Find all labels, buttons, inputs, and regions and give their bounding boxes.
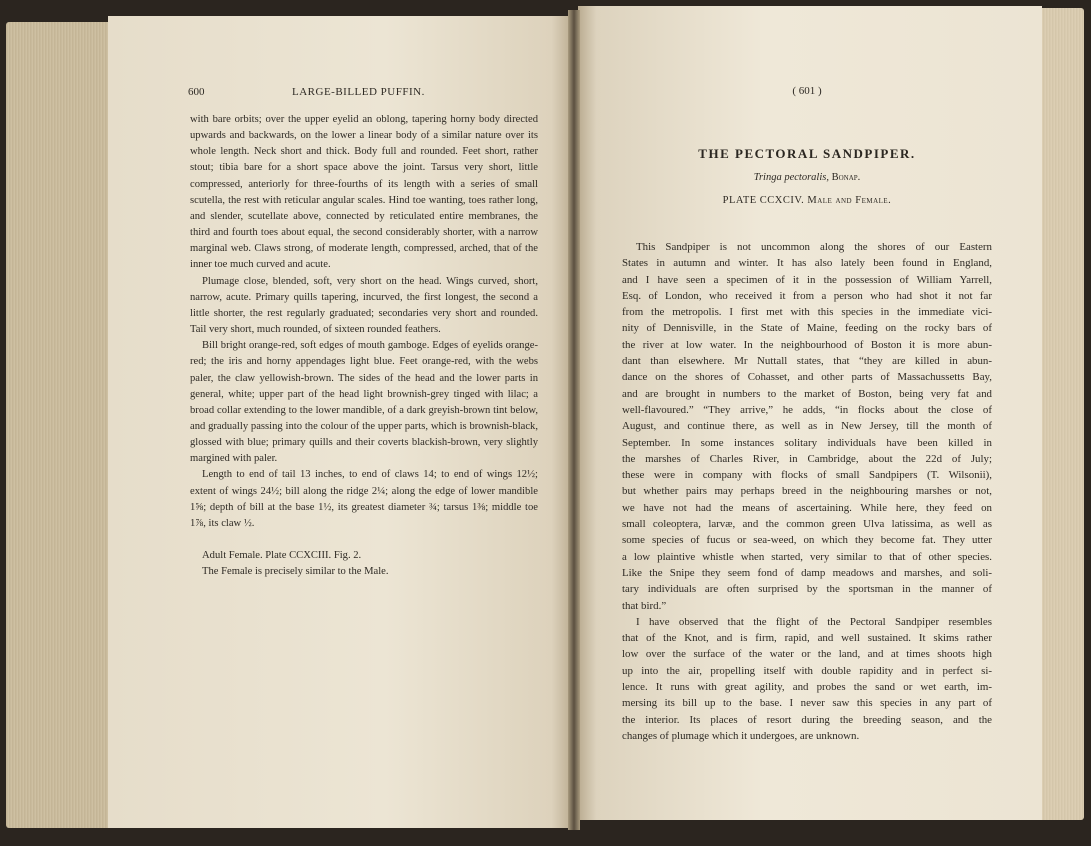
right-text-line: the river at low water. In the neighbourhood of Boston it is more abun- bbox=[622, 338, 992, 351]
right-text-line: Like the Snipe they seem fond of damp meadows and marshes, and soli- bbox=[622, 566, 992, 579]
right-text-line: nity of Dennisville, in the State of Maine, feeding on the rocky bars of bbox=[622, 322, 992, 335]
right-text-line: changes of plumage which it undergoes, are unknown. bbox=[622, 729, 860, 742]
right-paragraph-1 bbox=[622, 239, 992, 614]
article-subheading bbox=[622, 172, 992, 183]
right-text-line: September. In some instances solitary individuals have been killed in bbox=[622, 436, 992, 449]
right-text-line: the interior. Its places of resort during the breeding season, and the bbox=[622, 713, 992, 726]
right-text-line: tary individuals are often surprised by the sportsman in the manner of bbox=[622, 583, 992, 596]
right-text-line: some species of fucus or sea-weed, on which they become fat. They utter bbox=[622, 534, 992, 547]
right-text-line: mersing its bill up to the base. I never saw this species in any part of bbox=[622, 697, 992, 710]
book-gutter bbox=[568, 10, 580, 830]
right-text-line: but whether pairs may perhaps breed in the neighbouring marshes or not, bbox=[622, 485, 992, 498]
right-text-line: small coleoptera, larvæ, and the common green Ulva latissima, as well as bbox=[622, 518, 992, 531]
right-text-line: This Sandpiper is not uncommon along the shores of our Eastern bbox=[636, 241, 992, 253]
plate-caption bbox=[622, 195, 992, 206]
right-text-line: these were in company with flocks of small Sandpipers (T. Wilsonii), bbox=[622, 469, 992, 482]
right-page-edges bbox=[1040, 8, 1084, 820]
right-page-number: ( 601 ) bbox=[792, 85, 822, 97]
left-paragraph-6: The Female is precisely similar to the Male. bbox=[202, 566, 389, 578]
right-text-line: lence. It runs with great agility, and probes the sand or wet earth, im- bbox=[622, 681, 992, 694]
right-body-text bbox=[622, 239, 992, 744]
left-paragraph-3: Bill bright orange-red, soft edges of mouth gamboge. Edges of eyelids orange-red; the iris and horny appendages light blue. Feet orange-red, with the webs paler, the claw yellowish-brown. The sides of the head and the lower parts in general, white; upper part of the head light brownish-grey tinged with lilac; a broad collar extending to the lower mandible, of a dark greyish-brown tint below, and gradually passing into the colour of the upper parts, which is brownish-black, glossed with blue; primary quills and their coverts blackish-brown, very slightly margined with paler. bbox=[190, 340, 538, 465]
right-text-line: a low plaintive whistle when started, very similar to that of other species. bbox=[622, 550, 992, 563]
species-author: Bonap. bbox=[831, 172, 861, 183]
plate-label: PLATE CCXCIV. bbox=[722, 195, 805, 206]
species-latin-name: Tringa pectoralis, bbox=[753, 172, 829, 183]
right-text-line: dant than elsewhere. Mr Nuttall states, that “they are killed in abun- bbox=[622, 355, 992, 368]
left-running-title: LARGE-BILLED PUFFIN. bbox=[292, 86, 425, 98]
left-paragraph-2: Plumage close, blended, soft, very short on the head. Wings curved, short, narrow, acute. Primary quills tapering, incurved, the first longest, the second a little shorter, the rest regularly graduated; secondaries very short and rounded. Tail very short, much rounded, of sixteen rounded feathers. bbox=[190, 275, 538, 336]
left-paragraph-5: Adult Female. Plate CCXCIII. Fig. 2. bbox=[202, 550, 362, 562]
right-text-line: low over the surface of the water or the land, and at times shoots high bbox=[622, 648, 992, 661]
right-text-line: that bird.” bbox=[622, 599, 667, 612]
right-text-line: from the metropolis. I first met with this species in the immediate vici- bbox=[622, 306, 992, 319]
right-text-line: and I have seen a specimen of it in the possession of William Yarrell, bbox=[622, 273, 992, 286]
left-body-text bbox=[190, 112, 538, 580]
right-text-line: we have not had the means of ascertaining. While here, they feed on bbox=[622, 501, 992, 514]
right-text-line: Esq. of London, who received it from a person who had shot it not far bbox=[622, 289, 992, 302]
right-text-line: I have observed that the flight of the Pectoral Sandpiper resembles bbox=[636, 615, 992, 628]
right-text-line: that of the Knot, and is firm, rapid, and well sustained. It skims rather bbox=[622, 632, 992, 645]
right-text-line: well-flavoured.” “They arrive,” he adds, “in flocks about the close of bbox=[622, 403, 992, 416]
left-paragraph-1: with bare orbits; over the upper eyelid an oblong, tapering horny body directed upwards and backwards, on the lower a linear body of a similar nature over its whole length. Neck short and thick. Body full and rounded. Feet short, rather stout; tibia bare for a short space above the joint. Tarsus very short, little compressed, anteriorly for three-fourths of its length with a series of small scutella, the rest with reticular angular scales. Hind toe wanting, toes rather long, and slender, scutellate above, connected by reticulated entire membranes, the third and fourth toes about equal, the second considerably shorter, with a narrow marginal web. Claws strong, of moderate length, compressed, arched, that of the inner toe much curved and acute. bbox=[190, 114, 538, 271]
left-page-number: 600 bbox=[188, 86, 205, 98]
article-heading: THE PECTORAL SANDPIPER. bbox=[698, 146, 916, 161]
right-text-line: dance on the shores of Cohasset, and other parts of Massachussetts Bay, bbox=[622, 371, 992, 384]
plate-sub: Male and Female. bbox=[807, 195, 892, 206]
left-page-edges bbox=[6, 22, 110, 828]
right-text-line: the marshes of Charles River, in Cambridge, about the 22d of July; bbox=[622, 452, 992, 465]
right-text-line: and are brought in numbers to the market of Boston, being very fat and bbox=[622, 387, 992, 400]
right-text-line: States in autumn and winter. It has also lately been found in England, bbox=[622, 257, 992, 270]
right-text-line: up into the air, propelling itself with double rapidity and in perfect si- bbox=[622, 664, 992, 677]
right-text-line: August, and continue there, as well as in New Jersey, till the month of bbox=[622, 420, 992, 433]
left-paragraph-4: Length to end of tail 13 inches, to end of claws 14; to end of wings 12½; extent of wings 24½; bill along the ridge 2¼; along the edge of lower mandible 1⅝; depth of bill at the base 1½, its greatest diameter ¾; tarsus 1⅜; middle toe 1⅞, its claw ½. bbox=[190, 469, 538, 529]
right-paragraph-2 bbox=[622, 614, 992, 744]
